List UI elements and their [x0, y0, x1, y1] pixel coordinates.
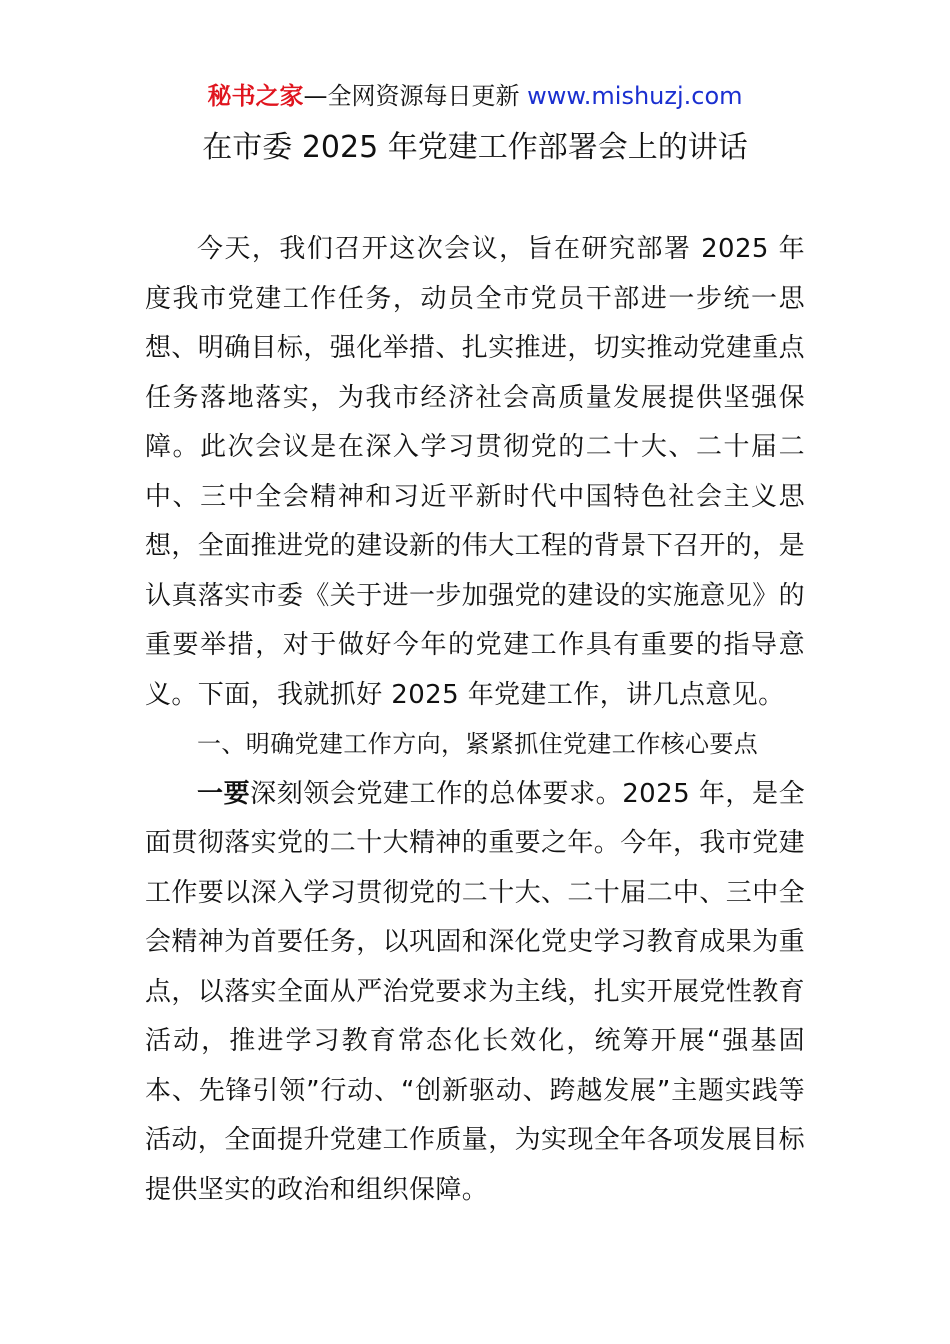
intro-paragraph: 今天，我们召开这次会议，旨在研究部署 2025 年度我市党建工作任务，动员全市党员干部进一步统一思想、明确目标，强化举措、扎实推进，切实推动党建重点任务落地落实，为我市经济社会高质量发展提供坚强保障。此次会议是在深入学习贯彻党的二十大、二十届二中、三中全会精神和习近平新时代中国特色社会主义思想，全面推进党的建设新的伟大工程的背景下召开的，是认真落实市委《关于进一步加强党的建设的实施意见》的重要举措，对于做好今年的党建工作具有重要的指导意义。下面，我就抓好 2025 年党建工作，讲几点意见。 [145, 234, 806, 710]
point-1-text: 深刻领会党建工作的总体要求。2025 年，是全面贯彻落实党的二十大精神的重要之年。今年，我市党建工作要以深入学习贯彻党的二十大、二十届二中、三中全会精神为首要任务，以巩固和深化党史学习教育成果为重点，以落实全面从严治党要求为主线，扎实开展党性教育活动，推进学习教育常态化长效化，统筹开展“强基固本、先锋引领”行动、“创新驱动、跨越发展”主题实践等活动，全面提升党建工作质量，为实现全年各项发展目标提供坚实的政治和组织保障。 [145, 778, 806, 1205]
site-brand: 秘书之家 [207, 82, 304, 110]
site-url-link[interactable]: www.mishuzj.com [527, 82, 743, 110]
site-tagline: —全网资源每日更新 [303, 82, 528, 110]
point-1-lead: 一要 [197, 778, 251, 809]
document-body [145, 225, 805, 1215]
point-1-paragraph [145, 770, 805, 1216]
document-title: 在市委 2025 年党建工作部署会上的讲话 [202, 130, 748, 165]
section-heading-1: 一、明确党建工作方向，紧紧抓住党建工作核心要点 [197, 730, 759, 758]
site-banner [0, 80, 950, 112]
